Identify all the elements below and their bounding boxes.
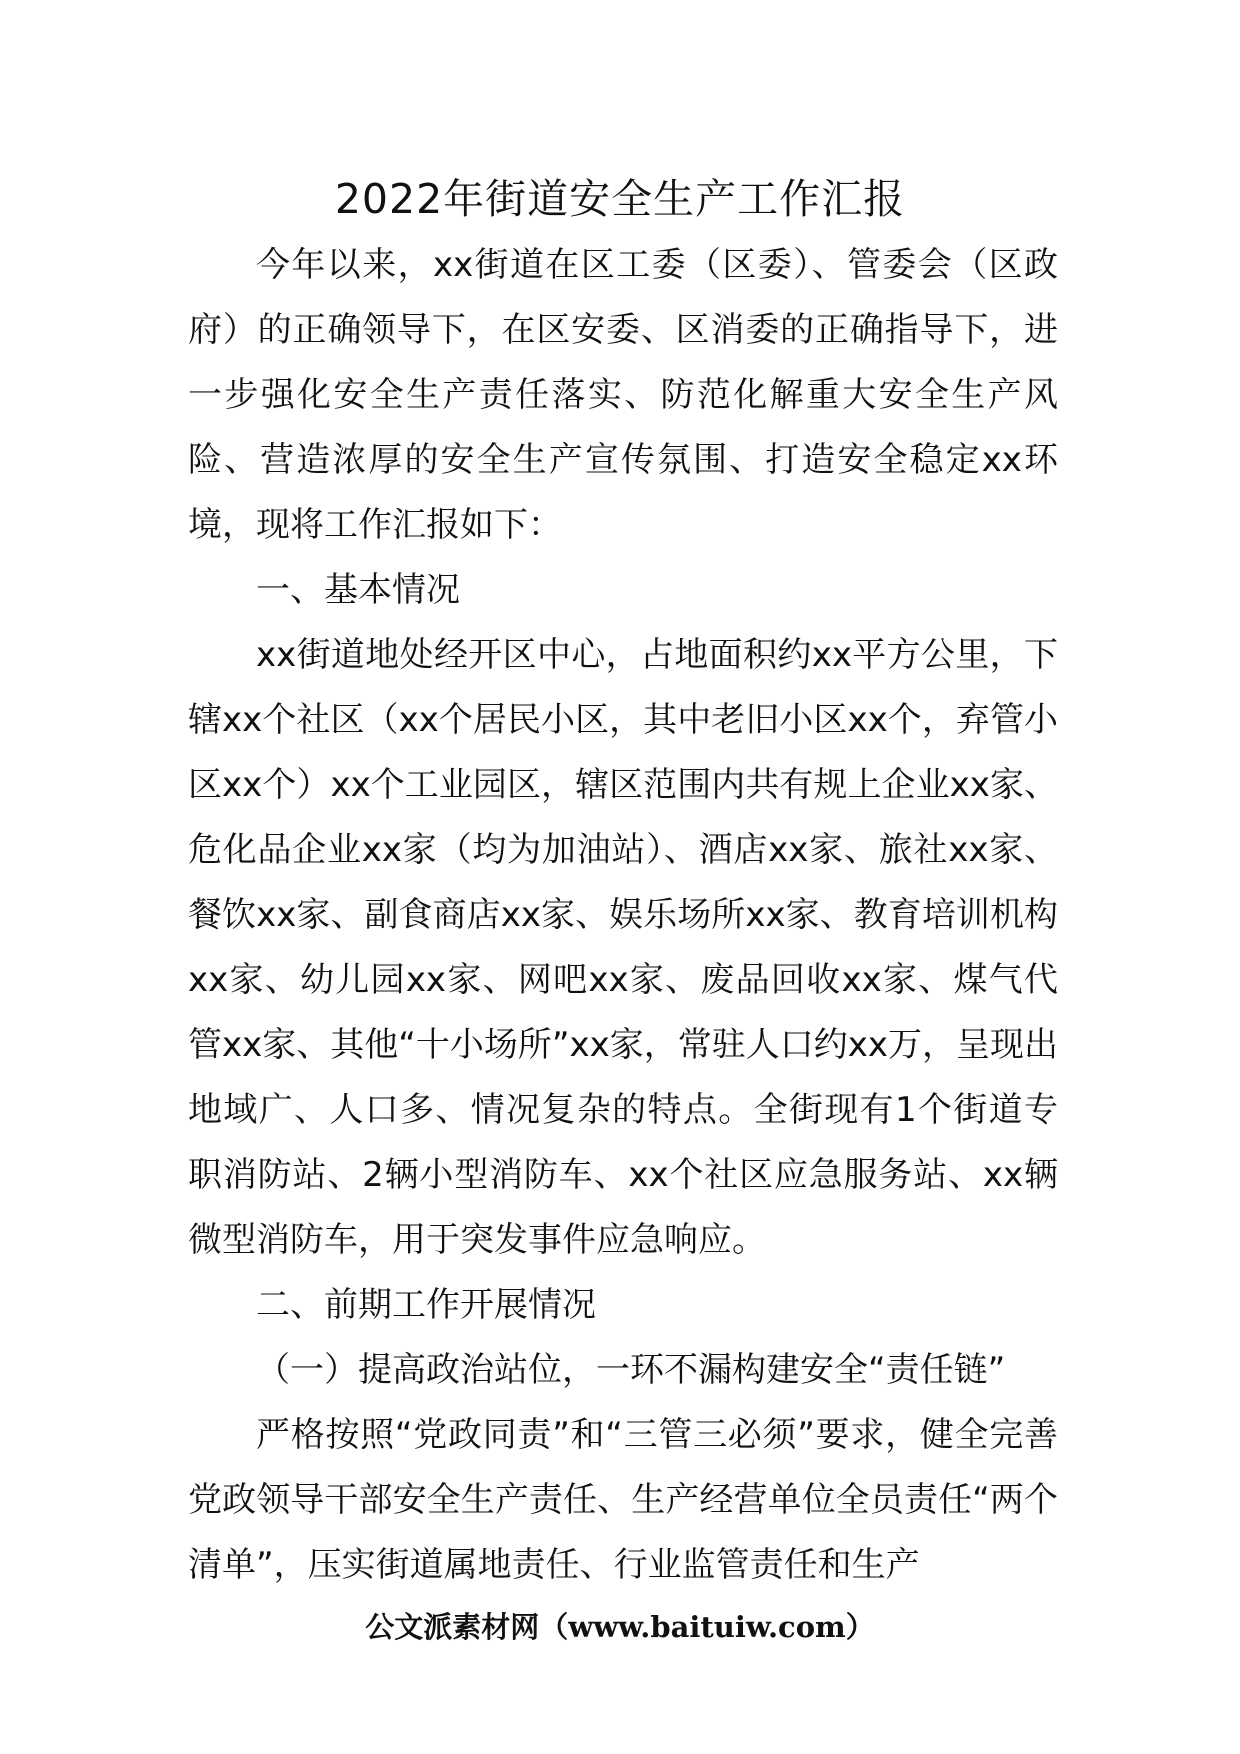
section-heading-previous-work: 二、前期工作开展情况 [256,1285,596,1325]
footer-watermark: 公文派素材网（www.baituiw.com） [365,1610,875,1644]
responsibility-paragraph: 严格按照“党政同责”和“三管三必须”要求，健全完善党政领导干部安全生产责任、生产经营单位全员责任“两个清单”，压实街道属地责任、行业监管责任和生产 [188,1415,1058,1585]
basic-situation-paragraph: xx街道地处经开区中心，占地面积约xx平方公里，下辖xx个社区（xx个居民小区，其中老旧小区xx个，弃管小区xx个）xx个工业园区，辖区范围内共有规上企业xx家、危化品企业xx家（均为加油站）、酒店xx家、旅社xx家、餐饮xx家、副食商店xx家、娱乐场所xx家、教育培训机构xx家、幼儿园xx家、网吧xx家、废品回收xx家、煤气代管xx家、其他“十小场所”xx家，常驻人口约xx万，呈现出地域广、人口多、情况复杂的特点。全街现有1个街道专职消防站、2辆小型消防车、xx个社区应急服务站、xx辆微型消防车，用于突发事件应急响应。 [188,635,1058,1260]
intro-paragraph: 今年以来，xx街道在区工委（区委）、管委会（区政府）的正确领导下，在区安委、区消委的正确指导下，进一步强化安全生产责任落实、防范化解重大安全生产风险、营造浓厚的安全生产宣传氛围、打造安全稳定xx环境，现将工作汇报如下： [188,245,1058,545]
document-title: 2022年街道安全生产工作汇报 [334,175,906,223]
document-body [188,233,1058,1598]
subsection-heading-responsibility-chain: （一）提高政治站位，一环不漏构建安全“责任链” [256,1350,1006,1390]
section-heading-basic-situation: 一、基本情况 [256,570,460,610]
